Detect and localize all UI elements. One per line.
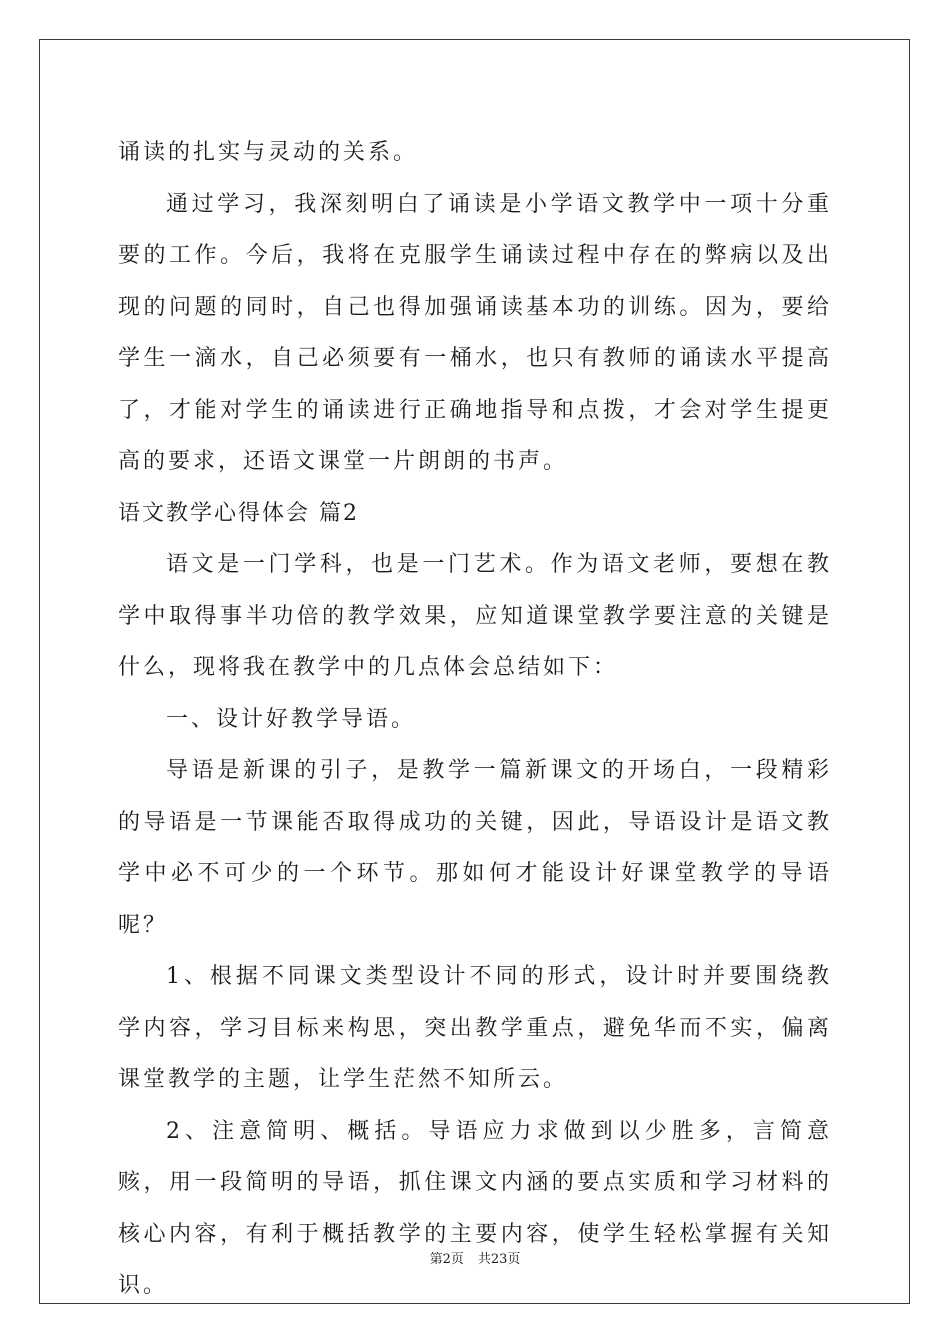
list-item-2: 2、注意简明、概括。导语应力求做到以少胜多，言简意赅，用一段简明的导语，抓住课文内涵的要点实质和学习材料的核心内容，有利于概括教学的主要内容，使学生轻松掌握有关知识。 [118,1118,832,1298]
paragraph-lead-in: 导语是新课的引子，是教学一篇新课文的开场白，一段精彩的导语是一节课能否取得成功的关键，因此，导语设计是语文教学中必不可少的一个环节。那如何才能设计好课堂教学的导语呢？ [118,758,832,938]
page-footer [0,1248,950,1267]
subheading-lead-in-design: 一、设计好教学导语。 [166,706,417,732]
page-total: 共23页 [477,1252,521,1267]
paragraph-reading-summary: 通过学习，我深刻明白了诵读是小学语文教学中一项十分重要的工作。今后，我将在克服学生诵读过程中存在的弊病以及出现的问题的同时，自己也得加强诵读基本功的训练。因为，要给学生一滴水，自己必须要有一桶水，也只有教师的诵读水平提高了，才能对学生的诵读进行正确地指导和点拨，才会对学生提更高的要求，还语文课堂一片朗朗的书声。 [118,191,832,474]
list-item-1: 1、根据不同课文类型设计不同的形式，设计时并要围绕教学内容，学习目标来构思，突出教学重点，避免华而不实，偏离课堂教学的主题，让学生茫然不知所云。 [118,964,832,1092]
section-heading: 语文教学心得体会 篇2 [118,500,359,526]
page-number: 第2页 [429,1252,464,1267]
paragraph-continuation: 诵读的扎实与灵动的关系。 [118,140,419,165]
document-body [118,127,832,1312]
paragraph-intro: 语文是一门学科，也是一门艺术。作为语文老师，要想在教学中取得事半功倍的教学效果，应知道课堂教学要注意的关键是什么，现将我在教学中的几点体会总结如下： [118,552,832,680]
